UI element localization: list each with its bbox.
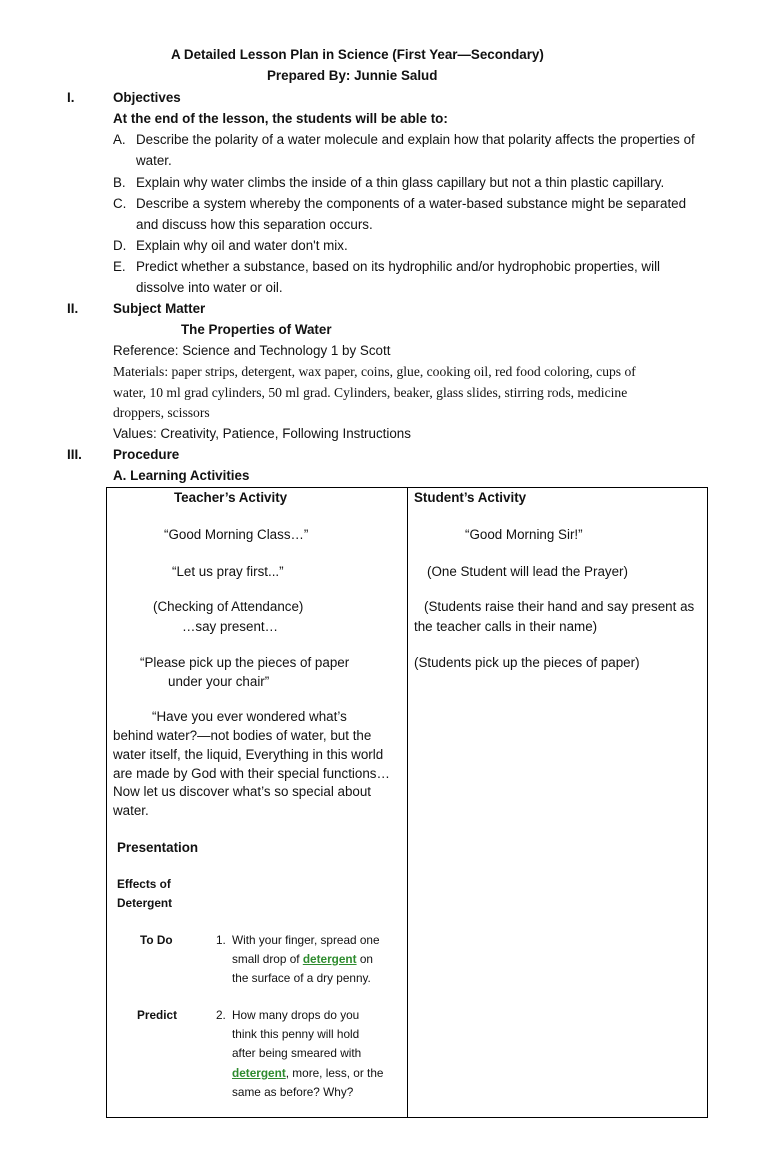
reference: Reference: Science and Technology 1 by Scott bbox=[113, 343, 391, 358]
step-text: How many drops do you bbox=[232, 1008, 360, 1022]
student-line: (Students raise their hand and say present as bbox=[424, 599, 695, 614]
table-border-right bbox=[707, 487, 708, 1118]
objective-text: water. bbox=[136, 153, 172, 168]
section-numeral: I. bbox=[67, 90, 75, 105]
student-line: the teacher calls in their name) bbox=[414, 619, 598, 634]
objective-letter: D. bbox=[113, 238, 127, 253]
objective-letter: E. bbox=[113, 259, 126, 274]
teacher-line: …say present… bbox=[182, 619, 279, 634]
teacher-line: water. bbox=[113, 803, 149, 818]
todo-label: To Do bbox=[140, 933, 173, 947]
effects-heading: Detergent bbox=[117, 896, 173, 910]
objective-letter: B. bbox=[113, 175, 126, 190]
step-text-part: on bbox=[356, 952, 373, 966]
teacher-line: “Please pick up the pieces of paper bbox=[140, 655, 350, 670]
step-text: same as before? Why? bbox=[232, 1085, 354, 1099]
step-text bbox=[232, 952, 373, 966]
step-number: 2. bbox=[216, 1008, 226, 1022]
objective-letter: C. bbox=[113, 196, 127, 211]
section-numeral: III. bbox=[67, 447, 82, 462]
materials-line: droppers, scissors bbox=[113, 405, 210, 420]
teacher-line: behind water?—not bodies of water, but the bbox=[113, 728, 372, 743]
objective-letter: A. bbox=[113, 132, 126, 147]
objective-text: Describe the polarity of a water molecule and explain how that polarity affects the properties of bbox=[136, 132, 695, 147]
student-column-header: Student’s Activity bbox=[414, 490, 527, 505]
student-line: “Good Morning Sir!” bbox=[465, 527, 583, 542]
predict-label: Predict bbox=[137, 1008, 177, 1022]
step-text bbox=[232, 1066, 383, 1080]
subsection-heading: A. Learning Activities bbox=[113, 468, 250, 483]
section-numeral: II. bbox=[67, 301, 79, 316]
step-number: 1. bbox=[216, 933, 226, 947]
student-line: (One Student will lead the Prayer) bbox=[427, 564, 628, 579]
step-text: after being smeared with bbox=[232, 1046, 362, 1060]
teacher-line: “Have you ever wondered what’s bbox=[152, 709, 347, 724]
step-text: think this penny will hold bbox=[232, 1027, 360, 1041]
section-heading: Procedure bbox=[113, 447, 180, 462]
objective-text: Explain why water climbs the inside of a thin glass capillary but not a thin plastic capillary. bbox=[136, 175, 665, 190]
objective-text: and discuss how this separation occurs. bbox=[136, 217, 373, 232]
document-author: Prepared By: Junnie Salud bbox=[267, 68, 438, 83]
effects-heading: Effects of bbox=[117, 877, 171, 891]
materials-line: Materials: paper strips, detergent, wax paper, coins, glue, cooking oil, red food coloring, cups of bbox=[113, 364, 636, 379]
objectives-intro: At the end of the lesson, the students will be able to: bbox=[113, 111, 448, 126]
presentation-heading: Presentation bbox=[117, 840, 199, 855]
objective-text: dissolve into water or oil. bbox=[136, 280, 283, 295]
teacher-line: water itself, the liquid, Everything in this world bbox=[113, 747, 384, 762]
section-heading: Objectives bbox=[113, 90, 181, 105]
step-text-part: small drop of bbox=[232, 952, 303, 966]
objective-text: Predict whether a substance, based on its hydrophilic and/or hydrophobic properties, will bbox=[136, 259, 661, 274]
step-text: the surface of a dry penny. bbox=[232, 971, 371, 985]
step-text: With your finger, spread one bbox=[232, 933, 380, 947]
teacher-line: Now let us discover what’s so special about bbox=[113, 784, 372, 799]
teacher-line: “Let us pray first...” bbox=[172, 564, 284, 579]
teacher-line: “Good Morning Class…” bbox=[164, 527, 309, 542]
section-heading: Subject Matter bbox=[113, 301, 206, 316]
teacher-line: are made by God with their special functions… bbox=[113, 766, 390, 781]
document-title: A Detailed Lesson Plan in Science (First Year—Secondary) bbox=[171, 47, 544, 62]
topic-title: The Properties of Water bbox=[181, 322, 332, 337]
objective-text: Describe a system whereby the components of a water-based substance might be separated bbox=[136, 196, 687, 211]
table-divider bbox=[407, 487, 408, 1118]
values: Values: Creativity, Patience, Following Instructions bbox=[113, 426, 411, 441]
detergent-highlight: detergent bbox=[302, 952, 357, 966]
teacher-line: (Checking of Attendance) bbox=[153, 599, 304, 614]
teacher-line: under your chair” bbox=[168, 674, 270, 689]
detergent-highlight: detergent bbox=[232, 1066, 286, 1080]
table-border-left bbox=[106, 487, 107, 1118]
objective-text: Explain why oil and water don't mix. bbox=[136, 238, 348, 253]
teacher-column-header: Teacher’s Activity bbox=[174, 490, 288, 505]
materials-line: water, 10 ml grad cylinders, 50 ml grad. Cylinders, beaker, glass slides, stirring rods, medicine bbox=[113, 385, 628, 400]
student-line: (Students pick up the pieces of paper) bbox=[414, 655, 640, 670]
step-text-part: , more, less, or the bbox=[285, 1066, 384, 1080]
